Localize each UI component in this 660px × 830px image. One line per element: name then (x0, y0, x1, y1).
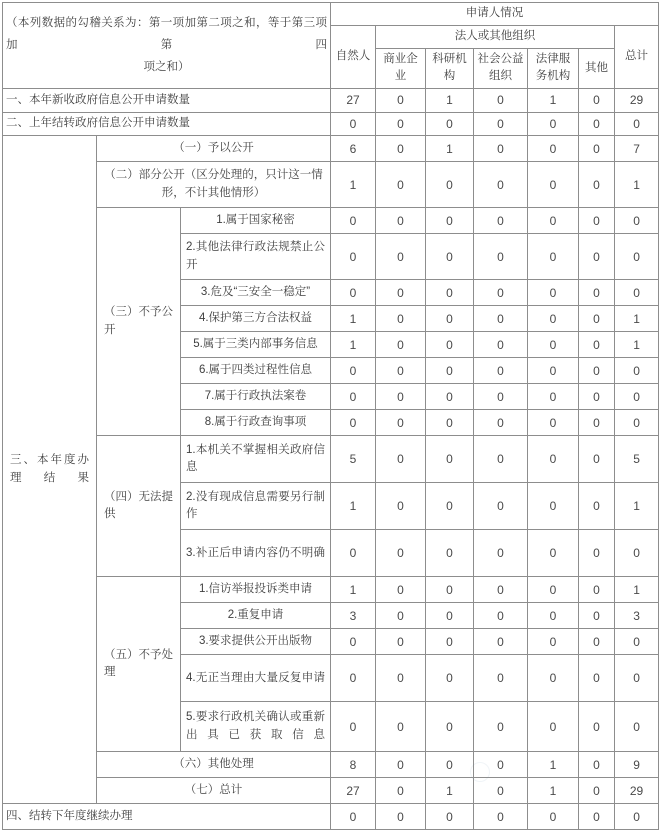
row-label-text: （二）部分公开（区分处理的，只计这一情形，不计其他情形） (104, 169, 323, 199)
row-label: 3.危及“三安全一稳定” (181, 280, 331, 306)
cell-value: 0 (331, 208, 376, 234)
row-label: 4.保护第三方合法权益 (181, 306, 331, 332)
row-label (181, 702, 331, 752)
cell-value: 1 (615, 577, 659, 603)
cell-value: 0 (474, 752, 528, 778)
cell-value: 0 (474, 778, 528, 804)
cell-value: 0 (376, 804, 426, 830)
cell-value: 1 (615, 483, 659, 530)
cell-value: 0 (528, 436, 579, 483)
header-col-legal-service-org: 法律服务机构 (528, 48, 579, 89)
cell-value: 1 (331, 332, 376, 358)
cell-value: 0 (579, 530, 615, 577)
header-legal-person-or-other: 法人或其他组织 (376, 25, 615, 48)
cell-value: 0 (579, 162, 615, 208)
row-label: （七）总计 (97, 778, 331, 804)
table-row (3, 436, 659, 483)
header-applicant-situation: 申请人情况 (331, 3, 659, 26)
cell-value: 0 (426, 577, 474, 603)
cell-value: 0 (528, 234, 579, 280)
group-label-text: （四）无法提供 (104, 490, 173, 521)
table-row (3, 778, 659, 804)
cell-value: 0 (376, 136, 426, 162)
cell-value: 0 (426, 234, 474, 280)
row-label (181, 483, 331, 530)
corner-note-line1: （本列数据的勾稽关系为：第一项加第二项之和，等于第三项加第四 (6, 16, 328, 51)
corner-note-line2: 项之和） (143, 60, 190, 73)
row-label-text: 2.没有现成信息需要另行制作 (186, 490, 326, 521)
cell-value: 0 (474, 655, 528, 702)
cell-value: 0 (579, 208, 615, 234)
cell-value: 0 (331, 702, 376, 752)
statistics-sheet (0, 2, 660, 824)
cell-value: 0 (331, 234, 376, 280)
cell-value: 0 (426, 436, 474, 483)
cell-value: 3 (331, 603, 376, 629)
table-row (3, 804, 659, 830)
row-label (97, 162, 331, 208)
cell-value: 0 (579, 112, 615, 136)
cell-value: 0 (426, 603, 474, 629)
cell-value: 0 (579, 89, 615, 113)
header-col-research-institution: 科研机构 (426, 48, 474, 89)
cell-value: 0 (376, 234, 426, 280)
cell-value: 1 (426, 89, 474, 113)
row-label (181, 436, 331, 483)
cell-value: 0 (376, 603, 426, 629)
cell-value: 0 (615, 530, 659, 577)
cell-value: 0 (615, 804, 659, 830)
cell-value: 0 (474, 436, 528, 483)
cell-value: 0 (331, 358, 376, 384)
cell-value: 0 (426, 112, 474, 136)
row-label (181, 655, 331, 702)
cell-value: 1 (528, 89, 579, 113)
cell-value: 0 (579, 410, 615, 436)
cell-value: 0 (474, 162, 528, 208)
cell-value: 0 (474, 603, 528, 629)
header-col-commercial-enterprise: 商业企业 (376, 48, 426, 89)
cell-value: 0 (426, 752, 474, 778)
cell-value: 0 (376, 577, 426, 603)
cell-value: 0 (528, 483, 579, 530)
cell-value: 0 (579, 384, 615, 410)
header-col-total: 总计 (615, 25, 659, 88)
cell-value: 0 (579, 306, 615, 332)
cell-value: 0 (376, 280, 426, 306)
cell-value: 0 (376, 332, 426, 358)
row-label: 8.属于行政查询事项 (181, 410, 331, 436)
cell-value: 0 (528, 804, 579, 830)
cell-value: 0 (579, 280, 615, 306)
cell-value: 0 (579, 358, 615, 384)
cell-value: 0 (331, 804, 376, 830)
cell-value: 0 (376, 655, 426, 702)
cell-value: 0 (528, 655, 579, 702)
cell-value: 0 (376, 629, 426, 655)
row-label: 7.属于行政执法案卷 (181, 384, 331, 410)
section-label-annual-handling-result (3, 136, 97, 804)
row-label: 四、结转下年度继续办理 (3, 804, 331, 830)
cell-value: 9 (615, 752, 659, 778)
cell-value: 0 (474, 577, 528, 603)
cell-value: 1 (615, 162, 659, 208)
cell-value: 3 (615, 603, 659, 629)
cell-value: 0 (474, 358, 528, 384)
cell-value: 0 (376, 530, 426, 577)
cell-value: 0 (579, 702, 615, 752)
cell-value: 0 (615, 410, 659, 436)
cell-value: 5 (331, 436, 376, 483)
table-row (3, 112, 659, 136)
header-col-natural-person: 自然人 (331, 25, 376, 88)
row-label (181, 234, 331, 280)
cell-value: 0 (331, 530, 376, 577)
row-label: （六）其他处理 (97, 752, 331, 778)
cell-value: 0 (331, 410, 376, 436)
cell-value: 0 (579, 752, 615, 778)
cell-value: 0 (615, 112, 659, 136)
cell-value: 0 (528, 306, 579, 332)
corner-note-cell (3, 3, 331, 89)
cell-value: 0 (528, 629, 579, 655)
row-label: 一、本年新收政府信息公开申请数量 (3, 89, 331, 113)
cell-value: 0 (528, 384, 579, 410)
cell-value: 0 (474, 208, 528, 234)
cell-value: 0 (376, 358, 426, 384)
cell-value: 0 (426, 483, 474, 530)
cell-value: 0 (426, 162, 474, 208)
cell-value: 0 (376, 208, 426, 234)
cell-value: 0 (579, 234, 615, 280)
section-label-text: 三、本年度办理结果 (10, 454, 89, 484)
cell-value: 0 (579, 655, 615, 702)
header-row-1 (3, 3, 659, 26)
cell-value: 0 (579, 577, 615, 603)
cell-value: 0 (528, 577, 579, 603)
cell-value: 0 (528, 112, 579, 136)
cell-value: 29 (615, 778, 659, 804)
cell-value: 0 (615, 208, 659, 234)
cell-value: 1 (426, 778, 474, 804)
cell-value: 0 (376, 89, 426, 113)
cell-value: 0 (474, 89, 528, 113)
cell-value: 1 (331, 577, 376, 603)
row-label-text: 1.本机关不掌握相关政府信息 (186, 443, 326, 474)
cell-value: 0 (376, 752, 426, 778)
cell-value: 0 (426, 702, 474, 752)
cell-value: 0 (579, 483, 615, 530)
cell-value: 0 (579, 603, 615, 629)
header-col-other: 其他 (579, 48, 615, 89)
cell-value: 5 (615, 436, 659, 483)
cell-value: 0 (474, 384, 528, 410)
government-info-disclosure-table (2, 2, 659, 830)
row-label-text: 3.补正后申请内容仍不明确 (186, 546, 326, 559)
cell-value: 0 (474, 306, 528, 332)
cell-value: 0 (528, 208, 579, 234)
cell-value: 0 (579, 804, 615, 830)
cell-value: 29 (615, 89, 659, 113)
cell-value: 0 (426, 358, 474, 384)
group-label-unable-to-provide (97, 436, 181, 577)
cell-value: 0 (615, 358, 659, 384)
cell-value: 0 (615, 629, 659, 655)
cell-value: 0 (426, 629, 474, 655)
cell-value: 0 (474, 280, 528, 306)
cell-value: 0 (474, 702, 528, 752)
cell-value: 0 (331, 629, 376, 655)
cell-value: 0 (474, 483, 528, 530)
cell-value: 0 (528, 603, 579, 629)
row-label-text: 5.要求行政机关确认或重新出具已获取信息 (186, 711, 326, 741)
cell-value: 0 (528, 162, 579, 208)
cell-value: 0 (528, 358, 579, 384)
cell-value: 0 (426, 208, 474, 234)
row-label: 3.要求提供公开出版物 (181, 629, 331, 655)
cell-value: 1 (331, 162, 376, 208)
cell-value: 0 (528, 332, 579, 358)
table-row (3, 89, 659, 113)
row-label: 二、上年结转政府信息公开申请数量 (3, 112, 331, 136)
row-label: 2.重复申请 (181, 603, 331, 629)
cell-value: 1 (426, 136, 474, 162)
cell-value: 0 (528, 410, 579, 436)
cell-value: 0 (376, 702, 426, 752)
cell-value: 0 (426, 804, 474, 830)
cell-value: 0 (426, 280, 474, 306)
cell-value: 0 (376, 436, 426, 483)
cell-value: 0 (474, 629, 528, 655)
cell-value: 0 (376, 778, 426, 804)
cell-value: 0 (376, 306, 426, 332)
table-body (3, 89, 659, 830)
cell-value: 0 (376, 483, 426, 530)
cell-value: 1 (331, 306, 376, 332)
cell-value: 0 (615, 384, 659, 410)
cell-value: 0 (474, 112, 528, 136)
cell-value: 0 (426, 306, 474, 332)
cell-value: 0 (528, 136, 579, 162)
cell-value: 1 (331, 483, 376, 530)
cell-value: 0 (474, 410, 528, 436)
cell-value: 1 (615, 332, 659, 358)
table-row (3, 752, 659, 778)
cell-value: 0 (426, 384, 474, 410)
cell-value: 0 (426, 410, 474, 436)
cell-value: 7 (615, 136, 659, 162)
table-row (3, 577, 659, 603)
cell-value: 0 (579, 778, 615, 804)
cell-value: 0 (579, 436, 615, 483)
cell-value: 0 (579, 136, 615, 162)
cell-value: 0 (331, 112, 376, 136)
cell-value: 0 (426, 655, 474, 702)
cell-value: 0 (331, 384, 376, 410)
cell-value: 0 (376, 384, 426, 410)
cell-value: 0 (474, 804, 528, 830)
cell-value: 0 (528, 280, 579, 306)
row-label (181, 530, 331, 577)
row-label-text: 2.其他法律行政法规禁止公开 (186, 241, 326, 271)
cell-value: 0 (474, 234, 528, 280)
table-header (3, 3, 659, 89)
cell-value: 0 (426, 530, 474, 577)
row-label: 5.属于三类内部事务信息 (181, 332, 331, 358)
cell-value: 1 (528, 778, 579, 804)
cell-value: 6 (331, 136, 376, 162)
cell-value: 0 (615, 655, 659, 702)
cell-value: 0 (615, 280, 659, 306)
cell-value: 0 (528, 702, 579, 752)
row-label: 1.信访举报投诉类申请 (181, 577, 331, 603)
cell-value: 0 (474, 136, 528, 162)
table-row (3, 208, 659, 234)
row-label: 1.属于国家秘密 (181, 208, 331, 234)
cell-value: 0 (474, 530, 528, 577)
cell-value: 0 (615, 234, 659, 280)
cell-value: 8 (331, 752, 376, 778)
row-label-text: 4.无正当理由大量反复申请 (186, 671, 326, 684)
cell-value: 0 (528, 530, 579, 577)
cell-value: 27 (331, 778, 376, 804)
cell-value: 0 (376, 162, 426, 208)
cell-value: 0 (615, 702, 659, 752)
cell-value: 0 (426, 332, 474, 358)
row-label: 6.属于四类过程性信息 (181, 358, 331, 384)
group-label-not-disclosed (97, 208, 181, 436)
cell-value: 0 (376, 112, 426, 136)
cell-value: 0 (331, 655, 376, 702)
cell-value: 0 (474, 332, 528, 358)
table-row (3, 162, 659, 208)
table-row (3, 136, 659, 162)
cell-value: 0 (579, 629, 615, 655)
cell-value: 1 (615, 306, 659, 332)
cell-value: 0 (331, 280, 376, 306)
header-col-public-welfare-org: 社会公益组织 (474, 48, 528, 89)
group-label-text: （五）不予处理 (104, 648, 173, 679)
group-label-not-handled (97, 577, 181, 752)
cell-value: 0 (579, 332, 615, 358)
cell-value: 27 (331, 89, 376, 113)
cell-value: 0 (376, 410, 426, 436)
group-label-text: （三）不予公开 (104, 306, 173, 336)
cell-value: 1 (528, 752, 579, 778)
row-label: （一）予以公开 (97, 136, 331, 162)
